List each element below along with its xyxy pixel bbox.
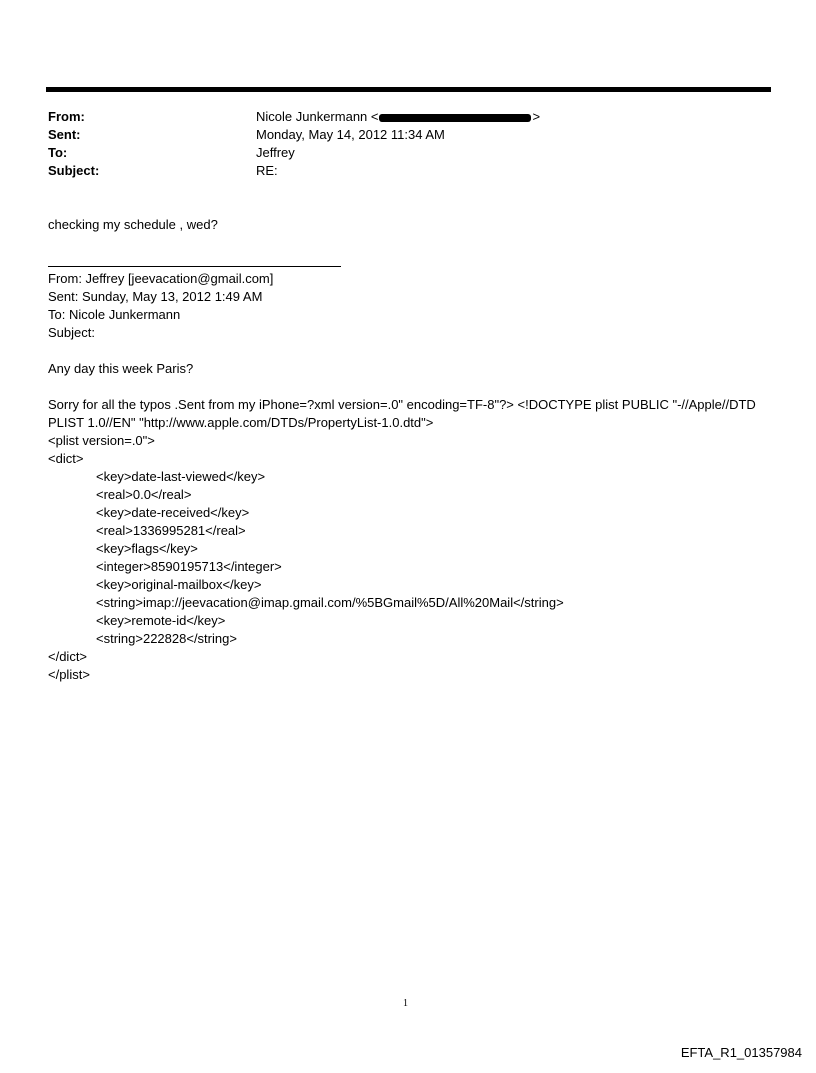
dict-line: <string>imap://jeevacation@imap.gmail.com/%5BGmail%5D/All%20Mail</string> bbox=[96, 595, 564, 610]
sent-value: Monday, May 14, 2012 11:34 AM bbox=[256, 127, 445, 142]
to-label: To: bbox=[48, 145, 68, 160]
quote-divider bbox=[48, 266, 341, 267]
top-rule bbox=[46, 87, 771, 92]
reply-body: checking my schedule , wed? bbox=[48, 217, 218, 232]
to-value: Jeffrey bbox=[256, 145, 295, 160]
sent-label: Sent: bbox=[48, 127, 81, 142]
plist-open: <plist version=.0"> bbox=[48, 433, 155, 448]
quoted-to: To: Nicole Junkermann bbox=[48, 307, 181, 322]
dict-line: <real>1336995281</real> bbox=[96, 523, 246, 538]
dict-line: <key>flags</key> bbox=[96, 541, 198, 556]
typos-line: Sorry for all the typos .Sent from my iPhone=?xml version=.0" encoding=TF-8"?> <!DOCTYPE plist PUBLIC "-//Apple//DTD PLIST 1.0//EN" "http://www.apple.com/DTDs/PropertyList-1.0.dtd"> bbox=[48, 397, 756, 430]
page-number: 1 bbox=[403, 998, 408, 1009]
dict-line: <key>remote-id</key> bbox=[96, 613, 226, 628]
dict-line: <real>0.0</real> bbox=[96, 487, 192, 502]
quoted-subject: Subject: bbox=[48, 325, 95, 340]
subject-label: Subject: bbox=[48, 163, 100, 178]
plist-close: </plist> bbox=[48, 667, 90, 682]
redaction-mark bbox=[379, 114, 531, 122]
dict-line: <key>original-mailbox</key> bbox=[96, 577, 262, 592]
from-name: Nicole Junkermann < bbox=[256, 109, 379, 124]
from-value-end: > bbox=[532, 109, 541, 124]
dict-close: </dict> bbox=[48, 649, 88, 664]
quoted-body: Any day this week Paris? bbox=[48, 361, 194, 376]
dict-open: <dict> bbox=[48, 451, 84, 466]
from-value bbox=[256, 108, 540, 126]
bates-number: EFTA_R1_01357984 bbox=[680, 1045, 802, 1060]
from-label: From: bbox=[48, 109, 85, 124]
dict-line: <key>date-last-viewed</key> bbox=[96, 469, 266, 484]
dict-line: <string>222828</string> bbox=[96, 631, 237, 646]
subject-value: RE: bbox=[256, 163, 278, 178]
dict-line: <key>date-received</key> bbox=[96, 505, 250, 520]
dict-line: <integer>8590195713</integer> bbox=[96, 559, 282, 574]
quoted-from: From: Jeffrey [jeevacation@gmail.com] bbox=[48, 271, 274, 286]
quoted-sent: Sent: Sunday, May 13, 2012 1:49 AM bbox=[48, 289, 263, 304]
